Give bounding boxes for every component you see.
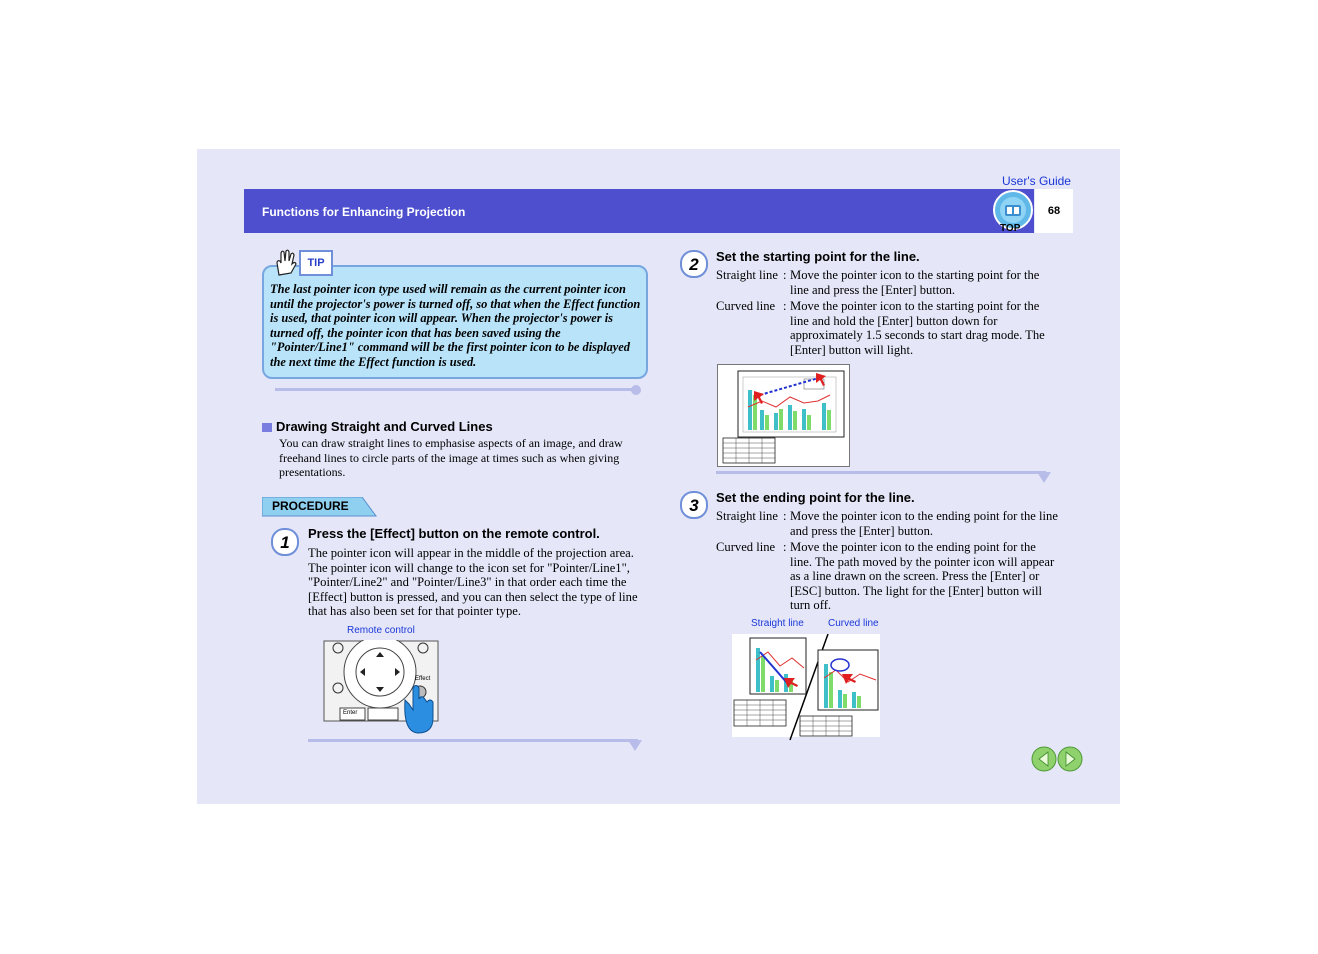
header-bar bbox=[244, 189, 1034, 233]
remote-control-figure bbox=[323, 640, 441, 735]
step-3-straight-label: Straight line bbox=[716, 509, 778, 523]
step-1-body: The pointer icon will appear in the middle of the projection area. The pointer icon will change to the icon set for "Pointer/Line1", "Pointer/Line2" and "Pointer/Line3" in that order each time the [Effect] button is pressed, and you can then select the type of line that has also been set for that pointer type. bbox=[308, 546, 638, 618]
step-2-number: 2 bbox=[689, 255, 699, 274]
tip-text: The last pointer icon type used will remain as the current pointer icon until the projector's power is turned off, so that when the Effect function is used, that pointer icon will appear. When the projector's power is turned off, the pointer icon that has been saved using the "Pointer/Line1" command will be the first pointer icon to be displayed the next time the Effect function is used. bbox=[270, 282, 641, 369]
step-2-number-circle bbox=[680, 250, 708, 278]
step-3-straight-sep: : bbox=[783, 509, 787, 523]
divider-end-dot bbox=[631, 385, 641, 395]
page bbox=[197, 149, 1120, 804]
remote-control-caption: Remote control bbox=[347, 625, 415, 636]
straight-line-caption: Straight line bbox=[751, 618, 804, 629]
step-2-title: Set the starting point for the line. bbox=[716, 249, 920, 264]
arrow-right-icon bbox=[1057, 746, 1083, 772]
step-2-screen-figure bbox=[717, 364, 850, 467]
step-3-title: Set the ending point for the line. bbox=[716, 490, 915, 505]
step-3-straight-text: Move the pointer icon to the ending point for the line and press the [Enter] button. bbox=[790, 509, 1058, 538]
divider-end-triangle bbox=[1037, 471, 1051, 489]
step-3-curved-sep: : bbox=[783, 540, 787, 554]
section-title: Drawing Straight and Curved Lines bbox=[276, 419, 493, 434]
step-2-curved-sep: : bbox=[783, 299, 787, 313]
tip-box bbox=[262, 265, 648, 379]
procedure-label: PROCEDURE bbox=[272, 499, 349, 513]
step-3-curved-text: Move the pointer icon to the ending point for the line. The path moved by the pointer icon will appear as a line drawn on the screen. Press the [Enter] or [ESC] button. The light for the [Enter] button will turn off. bbox=[790, 540, 1055, 612]
arrow-left-icon bbox=[1031, 746, 1057, 772]
page-number: 68 bbox=[1047, 205, 1061, 217]
top-label: TOP bbox=[1000, 223, 1021, 234]
step-1-number: 1 bbox=[280, 533, 290, 552]
tip-divider bbox=[275, 388, 635, 391]
step-3-number-circle bbox=[680, 491, 708, 519]
remote-effect-label: Effect bbox=[415, 676, 431, 682]
curved-line-caption: Curved line bbox=[828, 618, 879, 629]
divider-end-triangle bbox=[628, 739, 642, 757]
page-number-box bbox=[1035, 189, 1073, 233]
step-2-straight-text: Move the pointer icon to the starting point for the line and press the [Enter] button. bbox=[790, 268, 1040, 297]
step-3-number: 3 bbox=[689, 496, 699, 515]
prev-page-button[interactable] bbox=[1031, 746, 1057, 777]
step-1-divider bbox=[308, 739, 638, 742]
procedure-badge bbox=[262, 497, 372, 515]
section-body: You can draw straight lines to emphasise aspects of an image, and draw freehand lines to circle parts of the image at times such as when giving presentations. bbox=[279, 436, 623, 479]
step-1-number-circle bbox=[271, 528, 299, 556]
section-bullet bbox=[262, 423, 272, 432]
pointing-hand-icon bbox=[273, 249, 299, 282]
users-guide-link[interactable]: User's Guide bbox=[1002, 174, 1071, 188]
next-page-button[interactable] bbox=[1057, 746, 1083, 777]
step-3-curved-label: Curved line bbox=[716, 540, 776, 554]
remote-enter-label: Enter bbox=[343, 710, 358, 716]
step-2-divider bbox=[716, 471, 1046, 474]
step-2-curved-label: Curved line bbox=[716, 299, 776, 313]
tip-label: TIP bbox=[299, 250, 333, 276]
top-button[interactable] bbox=[992, 189, 1036, 235]
step-2-curved-text: Move the pointer icon to the starting point for the line and hold the [Enter] button down for approximately 1.5 seconds to start drag mode. The [Enter] button will light. bbox=[790, 299, 1045, 357]
step-1-title: Press the [Effect] button on the remote control. bbox=[308, 526, 600, 541]
section-header-title: Functions for Enhancing Projection bbox=[262, 205, 466, 219]
step-3-screen-figure bbox=[732, 634, 880, 742]
step-2-straight-sep: : bbox=[783, 268, 787, 282]
step-2-straight-label: Straight line bbox=[716, 268, 778, 282]
